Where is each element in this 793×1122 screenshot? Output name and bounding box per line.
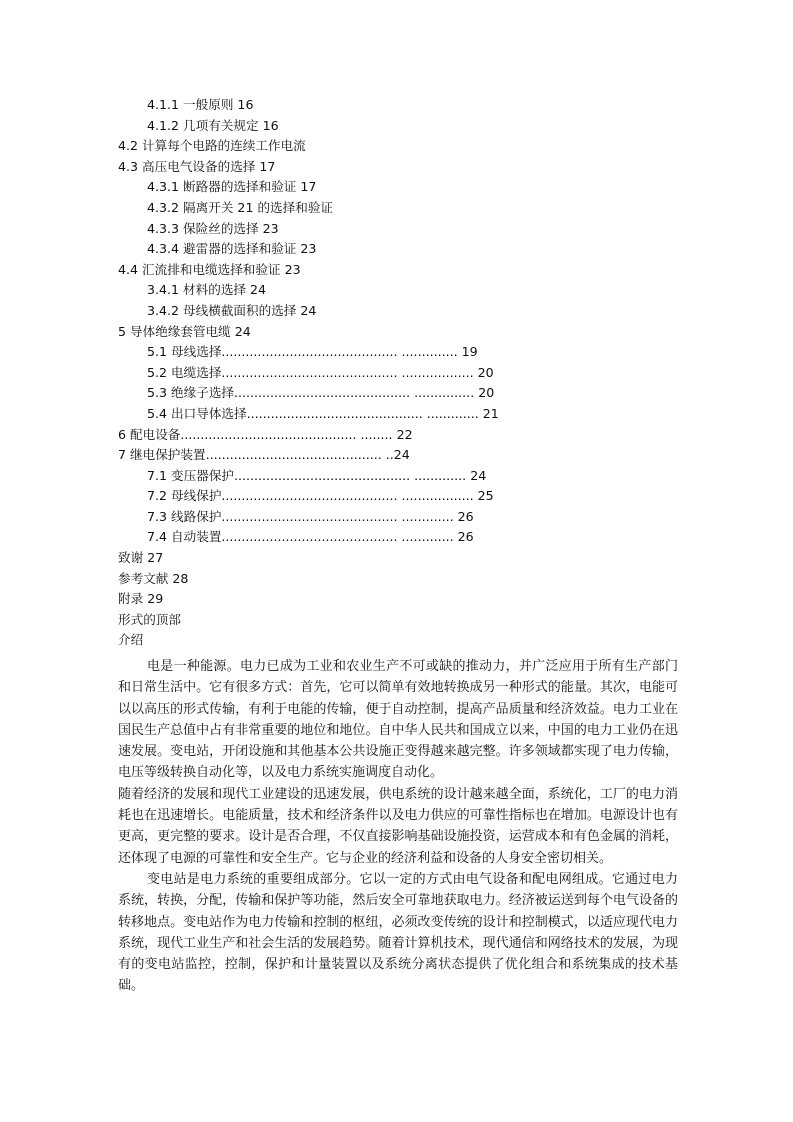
toc-entry[interactable]: 7.3 线路保护............................................ ............. 26 <box>147 508 474 524</box>
toc-entry[interactable]: 4.3.4 避雷器的选择和验证 23 <box>147 241 317 257</box>
toc-entry[interactable]: 致谢 27 <box>118 550 164 566</box>
paragraph: 随着经济的发展和现代工业建设的迅速发展，供电系统的设计越来越全面，系统化，工厂的电力消耗也在迅速增长。电能质量，技术和经济条件以及电力供应的可靠性指标也在增加。电源设计也有更高，更完整的要求。设计是否合理，不仅直接影响基础设施投资，运营成本和有色金属的消耗，还体现了电源的可靠性和安全生产。它与企业的经济利益和设备的人身安全密切相关。 <box>118 786 678 866</box>
toc-entry[interactable]: 7.4 自动装置............................................ ............. 26 <box>147 529 474 545</box>
toc-entry[interactable]: 3.4.2 母线横截面积的选择 24 <box>147 302 317 318</box>
toc-entry[interactable]: 5.4 出口导体选择............................................ ............. 21 <box>147 405 499 421</box>
toc-entry[interactable]: 5 导体绝缘套管电缆 24 <box>118 323 251 339</box>
toc-entry[interactable]: 7.1 变压器保护............................................ ............. 24 <box>147 467 487 483</box>
toc-entry[interactable]: 4.1.1 一般原则 16 <box>147 97 254 112</box>
toc-entry[interactable]: 7 继电保护装置............................................ ..24 <box>118 447 410 463</box>
toc-entry[interactable]: 4.1.2 几项有关规定 16 <box>147 117 279 133</box>
toc-entry[interactable]: 4.3.3 保险丝的选择 23 <box>147 220 279 236</box>
toc-entry[interactable]: 4.2 计算每个电路的连续工作电流 <box>118 138 306 154</box>
toc-entry[interactable]: 4.4 汇流排和电缆选择和验证 23 <box>118 261 301 277</box>
toc-entry[interactable]: 附录 29 <box>118 591 164 607</box>
toc-entry[interactable]: 4.3 高压电气设备的选择 17 <box>118 158 276 174</box>
body-text <box>118 656 678 997</box>
paragraph: 变电站是电力系统的重要组成部分。它以一定的方式由电气设备和配电网组成。它通过电力系统，转换，分配，传输和保护等功能，然后安全可靠地获取电力。经济被运送到每个电气设备的转移地点。变电站作为电力传输和控制的枢纽，必须改变传统的设计和控制模式，以适应现代电力系统，现代工业生产和社会生活的发展趋势。随着计算机技术，现代通信和网络技术的发展，为现有的变电站监控，控制，保护和计量装置以及系统分离状态提供了优化组合和系统集成的技术基础。 <box>118 871 678 994</box>
toc-entry[interactable]: 7.2 母线保护............................................ .................. 25 <box>147 488 494 504</box>
toc-entry[interactable]: 5.1 母线选择............................................ .............. 19 <box>147 344 478 360</box>
toc-entry[interactable]: 5.3 绝缘子选择............................................ ............... 20 <box>147 385 495 401</box>
toc-entry[interactable]: 6 配电设备............................................ ........ 22 <box>118 426 413 442</box>
toc-entry[interactable]: 3.4.1 材料的选择 24 <box>147 282 267 298</box>
section-title: 介绍 <box>118 632 144 648</box>
paragraph: 电是一种能源。电力已成为工业和农业生产不可或缺的推动力，并广泛应用于所有生产部门和日常生活中。它有很多方式：首先，它可以简单有效地转换成另一种形式的能量。其次，电能可以以高压的形式传输，有利于电能的传输，便于自动控制，提高产品质量和经济效益。电力工业在国民生产总值中占有非常重要的地位和地位。自中华人民共和国成立以来，中国的电力工业仍在迅速发展。变电站，开闭设施和其他基本公共设施正变得越来越完整。许多领域都实现了电力传输，电压等级转换自动化等，以及电力系统实施调度自动化。 <box>118 659 678 781</box>
toc-entry[interactable]: 参考文献 28 <box>118 570 189 586</box>
toc-entry[interactable]: 4.3.2 隔离开关 21 的选择和验证 <box>147 199 334 215</box>
toc-entry[interactable]: 5.2 电缆选择............................................ .................. 20 <box>147 364 494 380</box>
toc-entry[interactable]: 4.3.1 断路器的选择和验证 17 <box>147 179 317 195</box>
toc-entry: 形式的顶部 <box>118 611 181 627</box>
table-of-contents <box>118 95 678 651</box>
